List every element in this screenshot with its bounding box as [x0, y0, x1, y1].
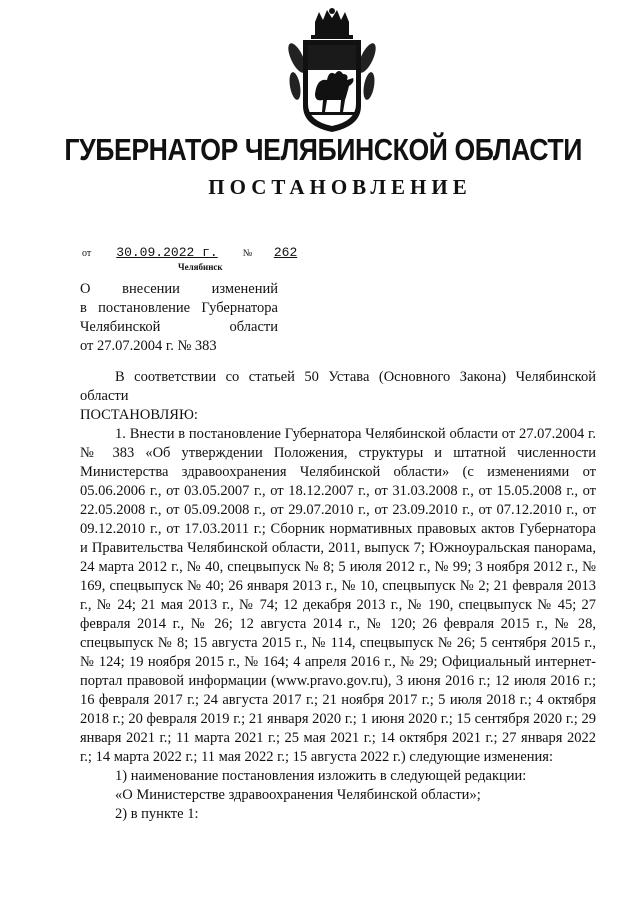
document-number: 262	[273, 245, 298, 260]
date-prefix: от	[82, 248, 92, 259]
subject-line: в постановление Губернатора	[80, 300, 278, 316]
subject-line: от 27.07.2004 г. № 383	[80, 338, 217, 354]
decree-heading: ПОСТАНОВЛЯЮ:	[80, 407, 198, 423]
document-meta	[82, 244, 316, 260]
document-type: ПОСТАНОВЛЕНИЕ	[208, 175, 472, 199]
item-1-text: «О Министерстве здравоохранения Челябинской области»;	[115, 787, 481, 803]
number-prefix: №	[242, 248, 253, 259]
city-label: Челябинск	[178, 262, 223, 272]
preamble-paragraph: В соответствии со статьей 50 Устава (Основного Закона) Челябинской области	[80, 369, 596, 404]
document-date: 30.09.2022 г.	[116, 245, 218, 260]
item-2: 2) в пункте 1:	[115, 806, 199, 822]
chelyabinsk-coat-of-arms-icon	[287, 8, 377, 136]
document-body	[80, 368, 596, 824]
subject-line: Челябинской области	[80, 319, 278, 335]
subject-line: О внесении изменений	[80, 281, 278, 297]
paragraph-1: 1. Внести в постановление Губернатора Челябинской области от 27.07.2004 г. № 383 «Об утверждении Положения, структуры и штатной численности Министерства здравоохранения Челябинской области» (с изменениями от 05.06.2006 г., от 03.05.2007 г., от 18.12.2007 г., от 31.03.2008 г., от 15.05.2008 г., от 22.05.2008 г., от 05.09.2008 г., от 29.07.2010 г., от 23.09.2010 г., от 07.12.2010 г., от 09.12.2010 г., от 17.03.2011 г.; Сборник нормативных правовых актов Губернатора и Правительства Челябинской области, 2011, выпуск 7; Южноуральская панорама, 24 марта 2012 г., № 40, спецвыпуск № 8; 5 июля 2012 г., № 99; 3 ноября 2012 г., № 169, спецвыпуск № 40; 26 января 2013 г., № 10, спецвыпуск № 2; 21 февраля 2013 г., № 24; 21 мая 2013 г., № 74; 12 декабря 2013 г., № 190, спецвыпуск № 45; 27 февраля 2014 г., № 26; 12 августа 2014 г., № 120; 26 февраля 2015 г., № 28, спецвыпуск № 8; 15 августа 2015 г., № 114, спецвыпуск № 26; 5 сентября 2015 г., № 124; 19 ноября 2015 г., № 164; 4 апреля 2016 г., № 29; Официальный интернет-портал правовой информации (www.pravo.gov.ru), 3 июня 2016 г.; 12 июля 2016 г.; 16 февраля 2017 г.; 24 августа 2017 г.; 21 ноября 2017 г.; 5 июля 2018 г.; 4 октября 2018 г.; 20 февраля 2019 г.; 21 января 2020 г.; 1 июня 2020 г.; 15 сентября 2020 г.; 29 января 2021 г.; 11 марта 2021 г.; 25 мая 2021 г.; 14 октября 2021 г.; 27 января 2022 г.; 14 марта 2022 г.; 11 мая 2022 г.; 15 августа 2022 г.) следующие изменения:	[80, 426, 596, 765]
item-1: 1) наименование постановления изложить в следующей редакции:	[115, 768, 527, 784]
page-title: ГУБЕРНАТОР ЧЕЛЯБИНСКОЙ ОБЛАСТИ	[64, 132, 583, 167]
document-subject	[80, 280, 278, 356]
